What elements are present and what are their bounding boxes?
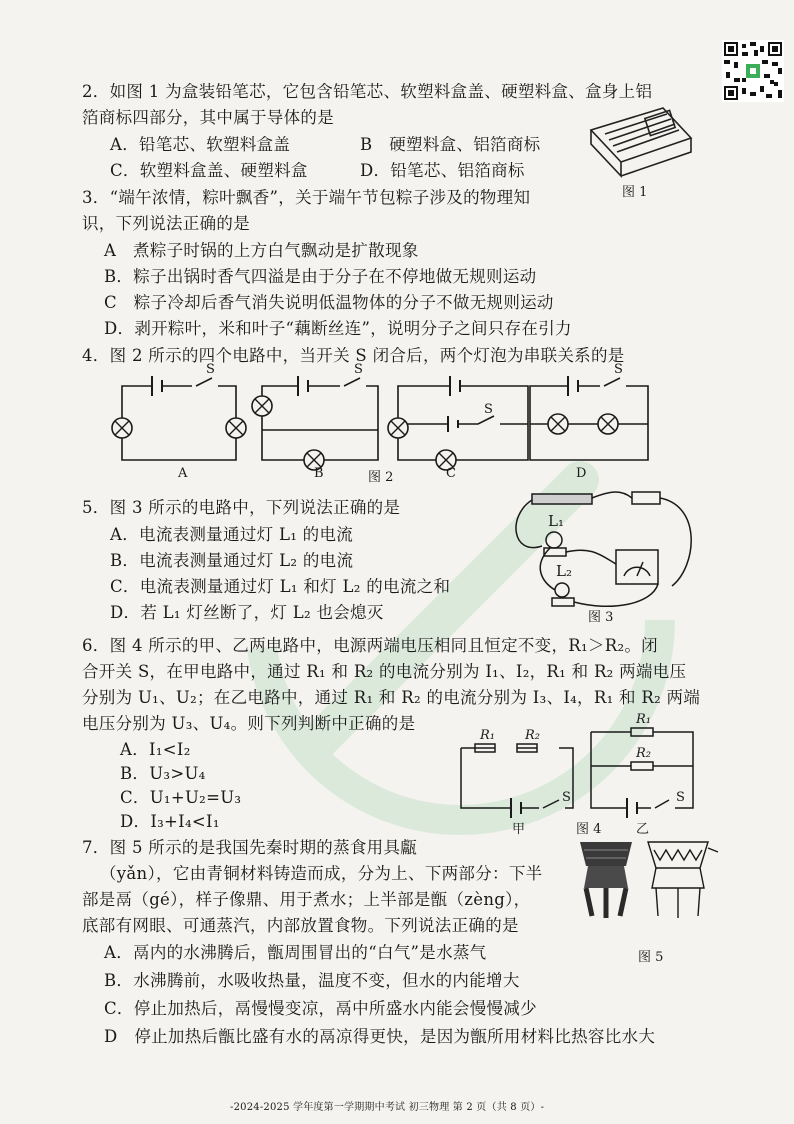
circuit-c	[398, 376, 528, 460]
fig4-jia-label: 甲	[512, 822, 526, 837]
q2-stem-line2: 箔商标四部分，其中属于导体的是	[82, 108, 334, 127]
q6-stem-line2: 合开关 S，在甲电路中，通过 R₁ 和 R₂ 的电流分别为 I₁、I₂，R₁ 和 R₂ 两端电压	[82, 662, 687, 681]
circuit-a-switch-label: S	[206, 362, 215, 377]
figure-2-circuits	[100, 368, 720, 478]
figure-3-physical-circuit	[512, 486, 702, 616]
circuit-b-label: B	[314, 466, 324, 481]
circuit-a	[122, 376, 236, 460]
q3-option-c[interactable]: C 粽子冷却后香气消失说明低温物体的分子不做无规则运动	[104, 293, 554, 312]
q2-option-b[interactable]: B 硬塑料盒、铝箔商标	[360, 135, 541, 154]
q3-stem-line1: 3．“端午浓情，粽叶飘香”，关于端午节包粽子涉及的物理知	[82, 188, 531, 207]
figure-2-caption: 图 2	[368, 470, 394, 485]
q6-option-b[interactable]: B．U₃>U₄	[120, 764, 206, 783]
q7-stem-line1: 7．图 5 所示的是我国先秦时期的蒸食用具甗	[82, 838, 418, 857]
q5-option-d[interactable]: D．若 L₁ 灯丝断了，灯 L₂ 也会熄灭	[110, 603, 384, 622]
lamp-l2-label: L₂	[556, 562, 572, 580]
circuit-b-switch-label: S	[354, 362, 363, 377]
q7-stem-line2: （yǎn），它由青铜材料铸造而成，分为上、下两部分：下半	[100, 864, 543, 883]
circuit-d-switch-label: S	[614, 362, 623, 377]
circuit-d-label: D	[576, 466, 587, 481]
q4-stem: 4．图 2 所示的四个电路中，当开关 S 闭合后，两个灯泡为串联关系的是	[82, 346, 625, 365]
q5-option-a[interactable]: A．电流表测量通过灯 L₁ 的电流	[110, 525, 354, 544]
fig4-yi-r2-label: R₂	[636, 746, 651, 761]
q7-option-b[interactable]: B．水沸腾前，水吸收热量，温度不变，但水的内能增大	[104, 971, 520, 990]
circuit-d	[530, 376, 648, 460]
q3-option-d[interactable]: D．剥开粽叶，米和叶子“藕断丝连”，说明分子之间只存在引力	[104, 319, 572, 338]
q7-option-c[interactable]: C．停止加热后，鬲慢慢变凉，鬲中所盛水内能会慢慢减少	[104, 999, 537, 1018]
fig4-yi-switch-label: S	[676, 790, 685, 805]
yan-photo	[580, 842, 632, 918]
figure-1-caption: 图 1	[622, 185, 648, 200]
q5-option-c[interactable]: C．电流表测量通过灯 L₁ 和灯 L₂ 的电流之和	[110, 577, 451, 596]
q3-option-b[interactable]: B．粽子出锅时香气四溢是由于分子在不停地做无规则运动	[104, 267, 537, 286]
fig4-yi-r1-label: R₁	[636, 712, 651, 727]
figure-5-caption: 图 5	[638, 950, 664, 965]
q2-option-a[interactable]: A．铅笔芯、软塑料盒盖	[110, 135, 291, 154]
figure-4-caption: 图 4	[576, 822, 602, 837]
q6-stem-line1: 6．图 4 所示的甲、乙两电路中，电源两端电压相同且恒定不变，R₁＞R₂。闭	[82, 636, 658, 655]
lamp-l1-label: L₁	[548, 512, 564, 530]
q2-stem-line1: 2．如图 1 为盒装铅笔芯，它包含铅笔芯、软塑料盒盖、硬塑料盒、盒身上铝	[82, 82, 653, 101]
yan-cross-section	[648, 842, 718, 918]
q5-stem: 5．图 3 所示的电路中，下列说法正确的是	[82, 498, 401, 517]
circuit-c-label: C	[446, 466, 456, 481]
q6-stem-line4: 电压分别为 U₃、U₄。则下列判断中正确的是	[82, 714, 416, 733]
figure-3-caption: 图 3	[588, 610, 614, 625]
q5-option-b[interactable]: B．电流表测量通过灯 L₂ 的电流	[110, 551, 354, 570]
circuit-a-label: A	[178, 466, 188, 481]
circuit-b	[262, 376, 378, 460]
fig4-jia-r2-label: R₂	[525, 728, 540, 743]
q7-stem-line3: 部是鬲（gé），样子像鼎、用于煮水；上半部是甑（zèng），	[82, 890, 531, 909]
q7-option-d[interactable]: D 停止加热后甑比盛有水的鬲凉得更快，是因为甑所用材料比热容比水大	[104, 1027, 656, 1046]
page-footer: -2024-2025 学年度第一学期期中考试 初三物理 第 2 页（共 8 页）-	[230, 1102, 545, 1113]
q7-stem-line4: 底部有网眼、可通蒸汽，内部放置食物。下列说法正确的是	[82, 916, 519, 935]
q3-option-a[interactable]: A 煮粽子时锅的上方白气飘动是扩散现象	[104, 241, 419, 260]
q6-option-d[interactable]: D．I₃+I₄<I₁	[120, 812, 220, 831]
q2-option-d[interactable]: D．铅笔芯、铝箔商标	[360, 161, 525, 180]
circuit-c-switch-label: S	[484, 402, 493, 417]
q6-option-a[interactable]: A．I₁<I₂	[120, 740, 191, 759]
q7-option-a[interactable]: A．鬲内的水沸腾后，甑周围冒出的“白气”是水蒸气	[104, 943, 487, 962]
q3-stem-line2: 识，下列说法正确的是	[82, 214, 250, 233]
fig4-jia-switch-label: S	[562, 790, 571, 805]
q6-stem-line3: 分别为 U₁、U₂；在乙电路中，通过 R₁ 和 R₂ 的电流分别为 I₃、I₄，R₁ 和 R₂ 两端	[82, 688, 701, 707]
figure-1-pencil-lead-box	[583, 100, 698, 178]
figure-4-circuits	[455, 708, 725, 828]
fig4-jia-r1-label: R₁	[480, 728, 495, 743]
q6-option-c[interactable]: C．U₁+U₂=U₃	[120, 788, 242, 807]
fig4-yi-label: 乙	[636, 822, 650, 837]
q2-option-c[interactable]: C．软塑料盒盖、硬塑料盒	[110, 161, 308, 180]
figure-5-bronze-yan	[574, 836, 724, 926]
qr-code-icon[interactable]	[722, 40, 784, 102]
